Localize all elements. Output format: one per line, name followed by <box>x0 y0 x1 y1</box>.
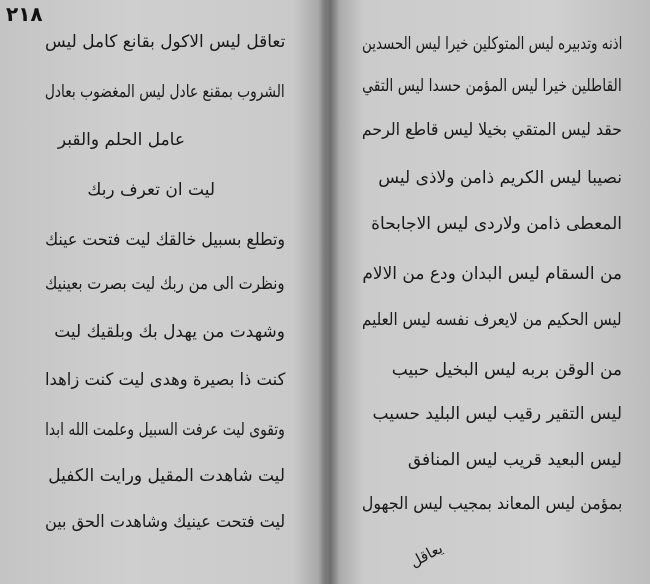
text-line: من السقام ليس البدان ودع من الالام <box>362 264 622 284</box>
text-line: حقد ليس المتقي بخيلا ليس قاطع الرحم <box>361 120 622 140</box>
text-line: المعطى ذامن ولاردى ليس الاجابحاة <box>371 214 622 234</box>
book-gutter <box>318 0 340 584</box>
text-line: اذنه وتدبيره ليس المتوكلين خيرا ليس الحسدين <box>361 34 622 54</box>
text-line: ليس البعيد قريب ليس المنافق <box>407 450 622 470</box>
text-line: نصيبا ليس الكريم ذامن ولاذى ليس <box>378 168 622 188</box>
text-line: عامل الحلم والقبر <box>57 130 185 150</box>
text-line: ليس الحكيم من لايعرف نفسه ليس العليم <box>362 310 622 330</box>
text-line: وتطلع بسبيل خالقك ليت فتحت عينك <box>44 230 285 250</box>
text-line: كنت ذا بصيرة وهدى ليت كنت زاهدا <box>44 370 285 390</box>
text-line: بمؤمن ليس المعاند بمجيب ليس الجهول <box>361 494 622 514</box>
text-line: ليس التقير رقيب ليس البليد حسيب <box>372 404 622 424</box>
text-line: ليت شاهدت المقيل ورايت الكفيل <box>48 466 285 486</box>
text-line: ليت فتحت عينيك وشاهدت الحق بين <box>44 512 285 532</box>
text-line: القاطلين خيرا ليس المؤمن حسدا ليس التقي <box>362 76 622 96</box>
text-line: ونظرت الى من ربك ليت بصرت بعينيك <box>45 274 285 294</box>
text-line: ليت ان تعرف ربك <box>87 180 215 200</box>
catchword: يعاقل <box>407 539 447 572</box>
page-number: ۲۱۸ <box>6 2 43 26</box>
text-line: الشروب بمقنع عادل ليس المغضوب بعادل <box>45 82 285 102</box>
text-line: وتقوى ليت عرفت السبيل وعلمت الله ابدا <box>45 420 285 440</box>
text-line: من الوقن بربه ليس البخيل حبيب <box>391 360 622 380</box>
text-line: تعاقل ليس الاكول بقانع كامل ليس <box>44 32 285 52</box>
text-line: وشهدت من يهدل بك وبلقيك ليت <box>54 322 285 342</box>
